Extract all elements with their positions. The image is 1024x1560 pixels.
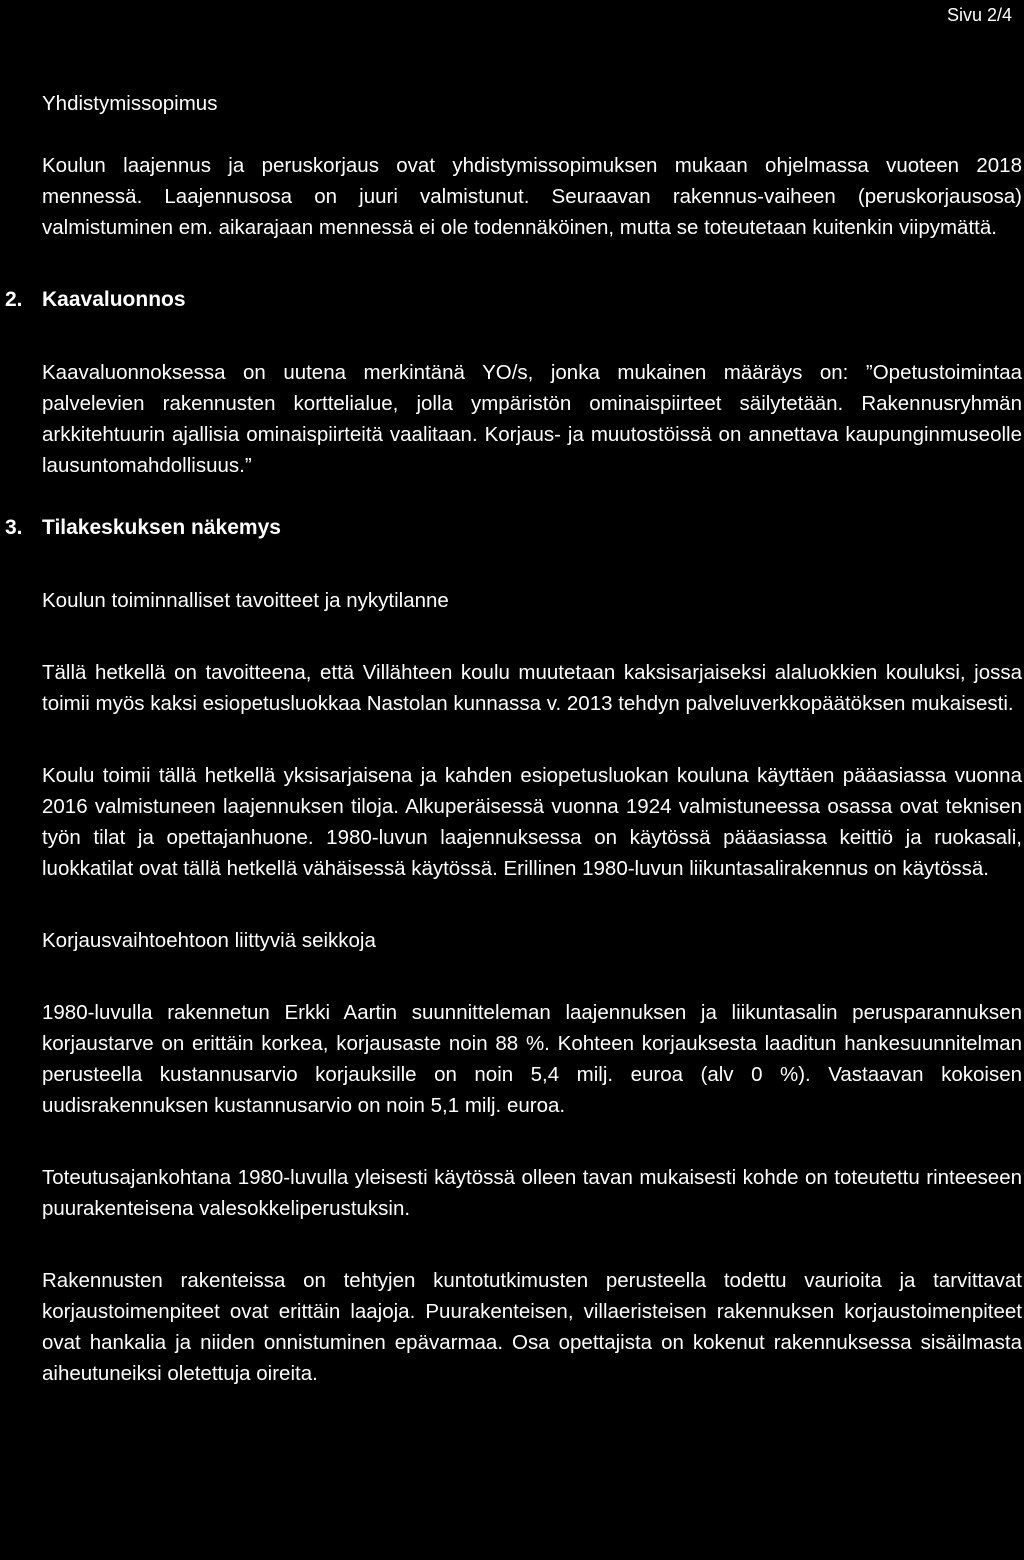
- paragraph-yhdistymissopimus: Koulun laajennus ja peruskorjaus ovat yhdistymissopimuksen mukaan ohjelmassa vuoteen 2018 mennessä. Laajennusosa on juuri valmistunut. Seuraavan rakennus-vaiheen (peruskorjausosa) valmistuminen em. aikarajaan mennessä ei ole todennäköinen, mutta se toteutetaan kuitenkin viipymättä.: [42, 154, 1022, 239]
- heading-number: 2.: [5, 288, 23, 311]
- subtitle-korjausvaihtoehto: Korjausvaihtoehtoon liittyviä seikkoja: [42, 929, 376, 952]
- heading-title: Kaavaluonnos: [42, 288, 186, 311]
- paragraph-kaavaluonnos: Kaavaluonnoksessa on uutena merkintänä YO/s, jonka mukainen määräys on: ”Opetustoimintaa palvelevien rakennusten korttelialue, jolla ympäristön ominaispiirteet säilytetään. Rakennusryhmän arkkitehtuurin ajallisia ominaispiirteitä vaalitaan. Korjaus- ja muutostöissä on annettava kaupunginmuseolle lausuntomahdollisuus.”: [42, 361, 1022, 477]
- paragraph-vauriot: Rakennusten rakenteissa on tehtyjen kuntotutkimusten perusteella todettu vaurioita ja tarvittavat korjaustoimenpiteet ovat erittäin laajoja. Puurakenteisen, villaeristeisen rakennuksen korjaustoimenpiteet ovat hankalia ja niiden onnistuminen epävarmaa. Osa opettajista on kokenut rakennuksessa sisäilmasta aiheutuneiksi oletettuja oireita.: [42, 1269, 1022, 1385]
- document-body: [5, 88, 1022, 1389]
- paragraph-toteutus: Toteutusajankohtana 1980-luvulla yleisesti käytössä olleen tavan mukaisesti kohde on toteutettu rinteeseen puurakenteisena valesokkeliperustuksin.: [42, 1166, 1022, 1220]
- heading-number: 3.: [5, 516, 23, 539]
- heading-title: Tilakeskuksen näkemys: [42, 516, 281, 539]
- heading-tilakeskuksen-nakemys: [5, 512, 1022, 543]
- page-number: Sivu 2/4: [946, 5, 1012, 25]
- subtitle-toiminnalliset-tavoitteet: Koulun toiminnalliset tavoitteet ja nykytilanne: [42, 589, 449, 612]
- heading-kaavaluonnos: [5, 284, 1022, 315]
- paragraph-tavoite: Tällä hetkellä on tavoitteena, että Villähteen koulu muutetaan kaksisarjaiseksi alaluokkien kouluksi, jossa toimii myös kaksi esiopetusluokkaa Nastolan kunnassa v. 2013 tehdyn palveluverkkopäätöksen mukaisesti.: [42, 661, 1022, 715]
- subtitle-yhdistymissopimus: Yhdistymissopimus: [42, 92, 218, 115]
- paragraph-korjaustarve: 1980-luvulla rakennetun Erkki Aartin suunnitteleman laajennuksen ja liikuntasalin perusparannuksen korjaustarve on erittäin korkea, korjausaste noin 88 %. Kohteen korjauksesta laaditun hankesuunnitelman perusteella kustannusarvio korjauksille on noin 5,4 milj. euroa (alv 0 %). Vastaavan kokoisen uudisrakennuksen kustannusarvio on noin 5,1 milj. euroa.: [42, 1001, 1022, 1117]
- paragraph-nykytilanne: Koulu toimii tällä hetkellä yksisarjaisena ja kahden esiopetusluokan kouluna käyttäen pääasiassa vuonna 2016 valmistuneen laajennuksen tiloja. Alkuperäisessä vuonna 1924 valmistuneessa osassa ovat teknisen työn tilat ja opettajanhuone. 1980-luvun laajennuksessa on käytössä pääasiassa keittiö ja ruokasali, luokkatilat ovat tällä hetkellä vähäisessä käytössä. Erillinen 1980-luvun liikuntasalirakennus on käytössä.: [42, 764, 1022, 880]
